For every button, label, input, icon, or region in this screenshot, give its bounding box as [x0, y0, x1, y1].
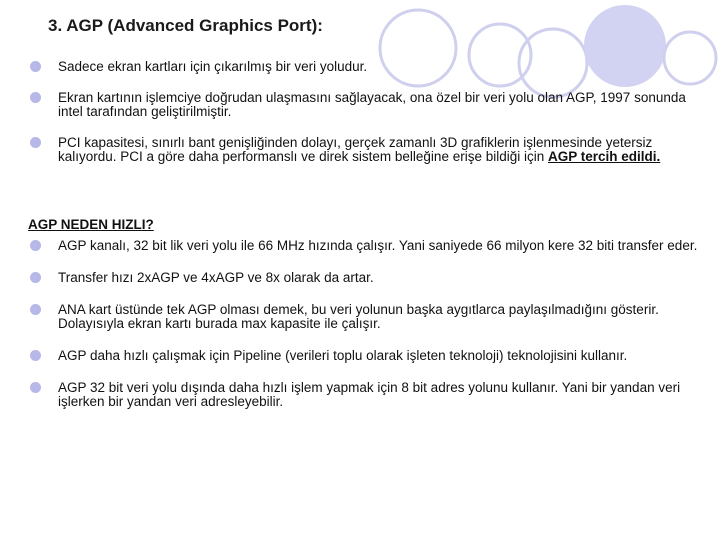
- list-item: [28, 136, 698, 164]
- emphasis-text: AGP tercih edildi.: [548, 149, 661, 164]
- list-item: [28, 381, 698, 409]
- bullet-icon: [30, 272, 41, 283]
- list-item-text: PCI kapasitesi, sınırlı bant genişliğinden dolayı, gerçek zamanlı 3D grafiklerin işlenmesinde yetersiz kalıyordu. PCI a göre daha performanslı ve direk sistem belleğine erişe bildiği için: [58, 135, 653, 164]
- list-item-text: AGP daha hızlı çalışmak için Pipeline (verileri toplu olarak işleten teknoloji) teknolojisini kullanır.: [58, 348, 628, 363]
- bullet-icon: [30, 137, 41, 148]
- bullet-icon: [30, 304, 41, 315]
- list-item: [28, 91, 698, 119]
- list-item-text: ANA kart üstünde tek AGP olması demek, bu veri yolunun başka aygıtlarca paylaşılmadığını gösterir. Dolayısıyla ekran kartı burada max kapasite ile çalışır.: [58, 302, 659, 331]
- intro-list: [28, 60, 698, 181]
- list-item: [28, 239, 698, 253]
- bullet-icon: [30, 350, 41, 361]
- list-item: [28, 60, 698, 74]
- list-item-text: Transfer hızı 2xAGP ve 4xAGP ve 8x olarak da artar.: [58, 270, 374, 285]
- page-title: 3. AGP (Advanced Graphics Port):: [48, 16, 323, 35]
- list-item: [28, 271, 698, 285]
- list-item-text: Sadece ekran kartları için çıkarılmış bir veri yoludur.: [58, 59, 368, 74]
- list-item-text: AGP 32 bit veri yolu dışında daha hızlı işlem yapmak için 8 bit adres yolunu kullanır. Yani bir yandan veri işlerken bir yandan veri adresleyebilir.: [58, 380, 681, 409]
- bullet-icon: [30, 382, 41, 393]
- bullet-icon: [30, 92, 41, 103]
- list-item: [28, 349, 698, 363]
- bullet-icon: [30, 240, 41, 251]
- list-item: [28, 303, 698, 331]
- list-item-text: Ekran kartının işlemciye doğrudan ulaşmasını sağlayacak, ona özel bir veri yolu olan AGP, 1997 sonunda intel tarafından geliştirilmiştir.: [58, 90, 686, 119]
- list-item-text: AGP kanalı, 32 bit lik veri yolu ile 66 MHz hızında çalışır. Yani saniyede 66 milyon kere 32 biti transfer eder.: [58, 238, 698, 253]
- bullet-icon: [30, 61, 41, 72]
- section-list: [28, 239, 698, 427]
- section-heading: AGP NEDEN HIZLI?: [28, 217, 154, 232]
